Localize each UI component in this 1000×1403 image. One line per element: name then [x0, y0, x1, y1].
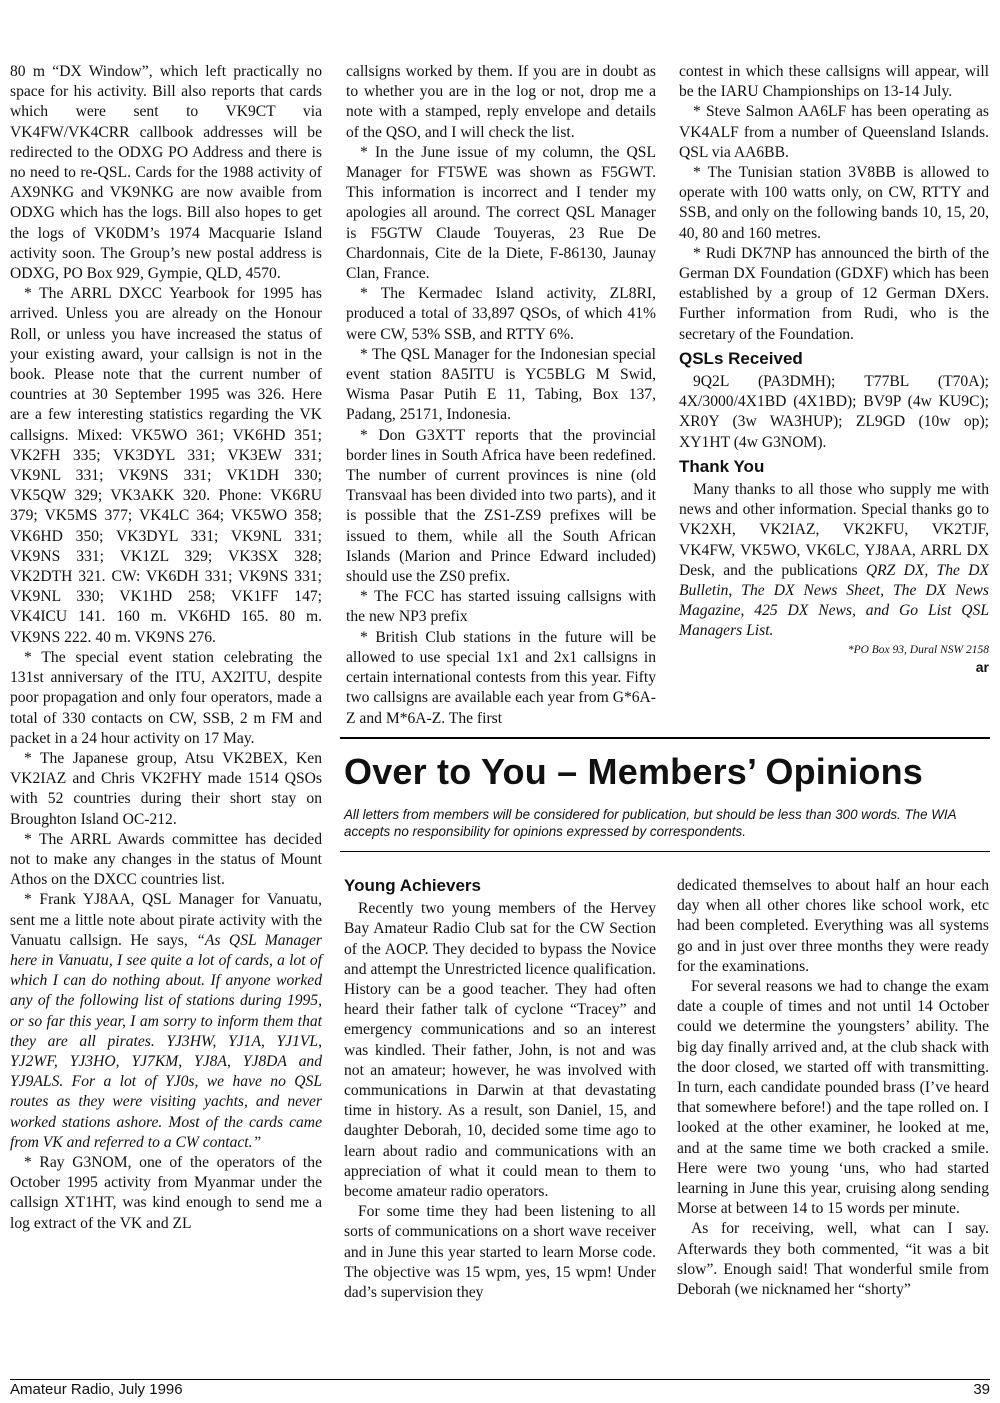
paragraph-text: * Frank YJ8AA, QSL Manager for Vanuatu, sent me a little note about pirate activity with the Vanuatu callsign. He says, [10, 891, 322, 949]
publication-list: QRZ DX, The DX Bulletin, The DX News Sheet, The DX News Magazine, 425 DX News, and Go List QSL Managers List. [679, 561, 989, 640]
paragraph: For some time they had been listening to all sorts of communications on a short wave receiver and in June this year started to learn Morse code. The objective was 15 wpm, yes, 15 wpm! Under dad’s supervision they [344, 1203, 656, 1302]
paragraph: * The ARRL DXCC Yearbook for 1995 has arrived. Unless you are already on the Honour Roll, or unless you have increased the status of your existing award, your callsign is not in the book. Please note that the current number of countries at 30 September 1995 was 326. Here are a few interesting statistics regarding the VK callsigns. Mixed: VK5WO 361; VK6HD 351; VK2FH 335; VK3DYL 331; VK3EW 331; VK9NL 331; VK9NS 331; VK1DH 330; VK5QW 329; VK3AKK 320. Phone: VK6RU 379; VK5MS 377; VK4LC 364; VK5WO 358; VK6HD 350; VK3DYL 331; VK9NL 331; VK9NS 331; VK1ZL 329; VK3SX 328; VK2DTH 321. CW: VK6DH 331; VK9NS 331; VK9NL 330; VK1HD 258; VK1FF 147; VK4ICU 141. 160 m. VK6HD 165. 80 m. VK9NS 222. 40 m. VK9NS 276. [10, 285, 322, 646]
paragraph: * The special event station celebrating the 131st anniversary of the ITU, AX2ITU, despite poor propagation and only four operators, made a total of 330 contacts on CW, SSB, 2 m FM and packet in a 24 hour activity on 17 May. [10, 648, 322, 747]
paragraph: * Rudi DK7NP has announced the birth of the German DX Foundation (GDXF) which has been established by a group of 12 German DXers. Further information from Rudi, who is the secretary of the Foundation. [679, 244, 989, 343]
paragraph: callsigns worked by them. If you are in doubt as to whether you are in the log or not, drop me a note with a stamped, reply envelope and details of the QSO, and I will check the list. [346, 63, 656, 141]
article-heading: Young Achievers [344, 876, 481, 895]
divider [340, 851, 990, 852]
paragraph: * The ARRL Awards committee has decided not to make any changes in the status of Mount Athos on the DXCC countries list. [10, 830, 322, 889]
paragraph: * Ray G3NOM, one of the operators of the October 1995 activity from Myanmar under the callsign XT1HT, was kind enough to send me a log extract of the VK and ZL [10, 1153, 322, 1232]
paragraph: dedicated themselves to about half an hour each day when all other chores like school work, etc had been completed. Everything was all systems go and in just over three months they were ready for the examinations. [677, 877, 989, 975]
paragraph: * The Japanese group, Atsu VK2BEX, Ken VK2IAZ and Chris VK2FHY made 1514 QSOs with 52 countries during their short stay on Broughton Island OC-212. [10, 749, 322, 828]
page-number: 39 [973, 1381, 990, 1398]
signoff: ar [975, 658, 989, 675]
paragraph: * The Tunisian station 3V8BB is allowed to operate with 100 watts only, on CW, RTTY and SSB, and only on the following bands 10, 15, 20, 40, 80 and 160 metres. [679, 164, 989, 242]
paragraph [679, 480, 989, 642]
section-title: Over to You – Members’ Opinions [344, 751, 924, 792]
author-address: *PO Box 93, Dural NSW 2158 [847, 643, 989, 656]
quoted-letter: “As QSL Manager here in Vanuatu, I see quite a lot of cards, a lot of which I can do nothing about. If anyone worked any of the following list of stations during 1995, or so far this year, I am sorry to inform them that they are all pirates. YJ3HW, YJ1A, YJ1VL, YJ2WF, YJ3HO, YJ7KM, YJ8A, YJ8DA and YJ9ALS. For a lot of YJ0s, we have no QSL routes as they were visiting yachts, and never worked stations ashore. Most of the cards came from VK and referred to a CW contact.” [10, 931, 322, 1151]
paragraph [10, 890, 322, 1153]
divider [340, 737, 990, 739]
paragraph: * The Kermadec Island activity, ZL8RI, produced a total of 33,897 QSOs, of which 41% were CW, 53% SSB, and RTTY 6%. [346, 285, 656, 343]
paragraph: * Steve Salmon AA6LF has been operating as VK4ALF from a number of Queensland Islands. QSL via AA6BB. [679, 103, 989, 161]
paragraph: * The QSL Manager for the Indonesian special event station 8A5ITU is YC5BLG M Swid, Wisma Pasar Putih E 11, Tabing, Box 137, Padang, 25171, Indonesia. [346, 345, 656, 424]
paragraph-text: Many thanks to all those who supply me with news and other information. Special thanks go to VK2XH, VK2IAZ, VK2KFU, VK2TJF, VK4FW, VK5WO, VK6LC, YJ8AA, ARRL DX Desk, and the publications [679, 481, 989, 579]
section-heading-thank-you: Thank You [679, 456, 765, 476]
paragraph: * In the June issue of my column, the QSL Manager for FT5WE was shown as F5GWT. This information is incorrect and I tender my apologies all around. The correct QSL Manager is F5GTW Claude Touyeras, 23 Rue De Chardonnais, Cite de la Diete, F-86130, Jaunay Clan, France. [346, 143, 656, 283]
footer-rule [10, 1379, 990, 1380]
column-2 [346, 62, 656, 729]
column-3 [679, 62, 989, 676]
paragraph: For several reasons we had to change the exam date a couple of times and not until 14 October could we determine the youngsters’ ability. The big day finally arrived and, at the club shack with the door closed, we started off with transmitting. In turn, each candidate pounded brass (I’ve heard that somewhere before!) and the tape rolled on. I looked at the other examiner, he looked at me, and at the same time we both cracked a smile. Here were two young ‘uns, who had started learning in June this year, cruising along sending Morse at between 14 to 15 words per minute. [677, 978, 989, 1218]
publication-footer: Amateur Radio, July 1996 [10, 1381, 183, 1398]
paragraph: * The FCC has started issuing callsigns with the new NP3 prefix [346, 588, 656, 626]
paragraph: * British Club stations in the future will be allowed to use special 1x1 and 2x1 callsigns in certain international contests from this year. Fifty two callsigns are available each year from G*6A-Z and M*6A-Z. The first [346, 628, 656, 727]
article-column-1 [344, 876, 656, 1303]
paragraph: contest in which these callsigns will appear, will be the IARU Championships on 13-14 July. [679, 63, 989, 101]
paragraph: * Don G3XTT reports that the provincial border lines in South Africa have been redefined. The number of current provinces is nine (old Transvaal has been divided into two parts), and it is possible that the ZS1-ZS9 prefixes will be issued to them, while all the South African Islands (Marion and Prince Edward included) should use the ZS0 prefix. [346, 426, 656, 586]
column-1 [10, 62, 322, 1234]
section-subtitle: All letters from members will be considered for publication, but should be less than 300 words. The WIA accepts no responsibility for opinions expressed by correspondents. [344, 807, 957, 839]
paragraph: As for receiving, well, what can I say. Afterwards they both commented, “it was a bit slow”. Enough said! That wonderful smile from Deborah (we nicknamed her “shorty” [677, 1220, 989, 1299]
paragraph: Recently two young members of the Hervey Bay Amateur Radio Club sat for the CW Section of the AOCP. They decided to bypass the Novice and attempt the Unrestricted licence qualification. History can be a good teacher. They had often heard their father talk of cyclone “Tracey” and emergency communications and so an interest was kindled. Their father, John, is not and was not an amateur; however, he was involved with communications in Darwin at that devastating time in history. As a result, son Daniel, 15, and daughter Deborah, 10, decided some time ago to learn about radio and communications with an appreciation of what it could mean to them to become amateur radio operators. [344, 900, 656, 1201]
article-column-2 [677, 876, 989, 1300]
section-heading-qsls-received: QSLs Received [679, 348, 803, 368]
paragraph: 80 m “DX Window”, which left practically no space for his activity. Bill also reports that cards which were sent to VK9CT via VK4FW/VK4CRR callbook addresses will be redirected to the ODXG PO Address and there is no need to re-QSL. Cards for the 1988 activity of AX9NKG and VK9NKG are now avaible from ODXG which has the logs. Bill also hopes to get the logs of VK0DM’s 1974 Macquarie Island activity soon. The Group’s new postal address is ODXG, PO Box 929, Gympie, QLD, 4570. [10, 63, 322, 283]
paragraph: 9Q2L (PA3DMH); T77BL (T70A); 4X/3000/4X1BD (4X1BD); BV9P (4w KU9C); XR0Y (3w WA3HUP); ZL9GD (10w op); XY1HT (4w G3NOM). [679, 373, 989, 451]
